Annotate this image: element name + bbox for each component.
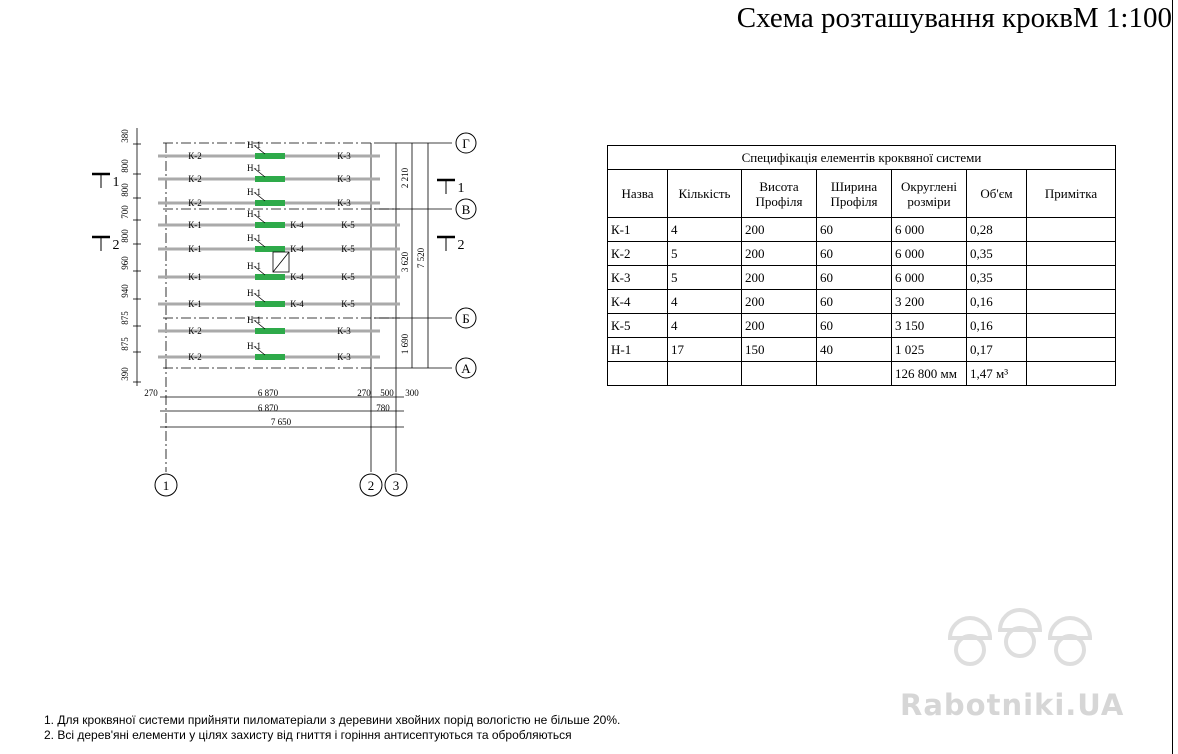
left-dim-value: 700	[120, 205, 130, 219]
left-dim-value: 940	[120, 284, 130, 298]
axis-letter: В	[461, 202, 471, 217]
spec-cell: 4	[668, 314, 742, 338]
ridge-board	[255, 354, 285, 360]
axis-letter: А	[461, 361, 471, 376]
rafter-label-right: К-3	[337, 326, 351, 336]
left-dim-value: 800	[120, 159, 130, 173]
ridge-board	[255, 176, 285, 182]
left-dim-value: 800	[120, 183, 130, 197]
spec-header-cell: Висота Профіля	[742, 170, 817, 218]
rafter-label-mid: К-4	[290, 272, 304, 282]
bottom-dim-value: 300	[405, 388, 419, 398]
spec-cell: 126 800 мм	[892, 362, 967, 386]
spec-header-cell: Ширина Профіля	[817, 170, 892, 218]
left-dim-value: 800	[120, 229, 130, 243]
spec-cell: 200	[742, 314, 817, 338]
spec-cell: 60	[817, 218, 892, 242]
spec-cell: 60	[817, 242, 892, 266]
section-mark-number: 2	[457, 238, 465, 253]
spec-cell: 0,16	[967, 290, 1027, 314]
rafter-label-ridge: Н-1	[247, 261, 261, 271]
rafter-label-mid: К-4	[290, 220, 304, 230]
spec-cell: 3 150	[892, 314, 967, 338]
ridge-board	[255, 328, 285, 334]
ridge-board	[255, 301, 285, 307]
spec-cell: 4	[668, 290, 742, 314]
rafter-label-right: К-3	[337, 174, 351, 184]
bottom-dim-value: 500	[380, 388, 394, 398]
bottom-dim-value: 270	[357, 388, 371, 398]
spec-row	[608, 314, 1116, 338]
spec-row	[608, 266, 1116, 290]
rafter-label-left: К-1	[188, 244, 202, 254]
axis-letter: Б	[462, 311, 470, 326]
section-mark-number: 2	[112, 238, 120, 253]
spec-cell: 0,16	[967, 314, 1027, 338]
rafter-plan	[0, 0, 600, 560]
axis-letter: Г	[462, 136, 470, 151]
spec-cell: 6 000	[892, 218, 967, 242]
left-dim-value: 875	[120, 337, 130, 351]
spec-cell: К-4	[608, 290, 668, 314]
ridge-board	[255, 222, 285, 228]
rafter-label-ridge: Н-1	[247, 341, 261, 351]
spec-cell: 3 200	[892, 290, 967, 314]
rafter-label-left: К-2	[188, 198, 202, 208]
spec-row	[608, 338, 1116, 362]
spec-cell	[1027, 362, 1116, 386]
spec-cell: 200	[742, 290, 817, 314]
spec-cell: 1,47 м³	[967, 362, 1027, 386]
spec-cell: 17	[668, 338, 742, 362]
spec-cell	[1027, 266, 1116, 290]
rafter-label-right: К-5	[341, 299, 355, 309]
watermark-logo	[940, 598, 1100, 678]
spec-cell: 200	[742, 266, 817, 290]
rafter-label-ridge: Н-1	[247, 315, 261, 325]
spec-cell: 1 025	[892, 338, 967, 362]
spec-cell: 60	[817, 314, 892, 338]
rafter-label-mid: К-4	[290, 244, 304, 254]
spec-cell: 4	[668, 218, 742, 242]
rafter-label-ridge: Н-1	[247, 163, 261, 173]
bottom-dim-value: 7 650	[270, 417, 292, 427]
rafter-label-right: К-5	[341, 272, 355, 282]
spec-row	[608, 218, 1116, 242]
rafter-label-right: К-3	[337, 198, 351, 208]
bottom-dim-value: 780	[376, 403, 390, 413]
rafter-label-ridge: Н-1	[247, 187, 261, 197]
spec-header-row	[608, 170, 1116, 218]
rafter-label-right: К-5	[341, 220, 355, 230]
ridge-board	[255, 246, 285, 252]
spec-cell: 60	[817, 266, 892, 290]
spec-cell: 200	[742, 218, 817, 242]
rafter-label-ridge: Н-1	[247, 209, 261, 219]
rafter-label-right: К-5	[341, 244, 355, 254]
rafter-label-left: К-2	[188, 151, 202, 161]
spec-header-cell: Округлені розміри	[892, 170, 967, 218]
spec-cell	[1027, 338, 1116, 362]
spec-cell: 0,17	[967, 338, 1027, 362]
page-title: Схема розташування кроквМ 1:100	[736, 2, 1172, 34]
axis-number: 3	[392, 478, 400, 493]
right-dim-value: 2 210	[400, 167, 410, 189]
right-dim-value: 7 520	[416, 247, 426, 269]
ridge-board	[255, 274, 285, 280]
rafter-label-left: К-2	[188, 326, 202, 336]
rafter-label-ridge: Н-1	[247, 288, 261, 298]
left-dim-value: 390	[120, 367, 130, 381]
spec-cell	[1027, 218, 1116, 242]
spec-cell: К-1	[608, 218, 668, 242]
spec-row	[608, 362, 1116, 386]
spec-cell: 5	[668, 242, 742, 266]
bottom-dim-value: 6 870	[257, 388, 279, 398]
opening-cross	[273, 252, 289, 272]
spec-cell: 0,35	[967, 266, 1027, 290]
rafter-label-right: К-3	[337, 352, 351, 362]
rafter-label-left: К-1	[188, 299, 202, 309]
section-mark-number: 1	[457, 181, 465, 196]
bottom-dim-value: 6 870	[257, 403, 279, 413]
spec-cell: 0,28	[967, 218, 1027, 242]
spec-cell	[608, 362, 668, 386]
spec-cell: 150	[742, 338, 817, 362]
spec-row	[608, 242, 1116, 266]
spec-cell: 60	[817, 290, 892, 314]
spec-cell	[1027, 314, 1116, 338]
left-dim-value: 380	[120, 129, 130, 143]
left-dim-value: 960	[120, 256, 130, 270]
ridge-board	[255, 153, 285, 159]
spec-caption: Специфікація елементів кроквяної системи	[608, 146, 1116, 170]
spec-cell	[1027, 242, 1116, 266]
spec-cell	[668, 362, 742, 386]
rafter-label-right: К-3	[337, 151, 351, 161]
spec-cell: 0,35	[967, 242, 1027, 266]
spec-cell: 6 000	[892, 242, 967, 266]
rafter-label-left: К-2	[188, 352, 202, 362]
spec-cell: Н-1	[608, 338, 668, 362]
spec-cell: 6 000	[892, 266, 967, 290]
rafter-label-ridge: Н-1	[247, 140, 261, 150]
spec-cell: К-5	[608, 314, 668, 338]
spec-header-cell: Назва	[608, 170, 668, 218]
rafter-label-left: К-2	[188, 174, 202, 184]
spec-cell	[1027, 290, 1116, 314]
left-dim-value: 875	[120, 311, 130, 325]
rafter-label-ridge: Н-1	[247, 233, 261, 243]
spec-cell: 40	[817, 338, 892, 362]
section-mark-number: 1	[112, 175, 120, 190]
axis-number: 2	[367, 478, 375, 493]
spec-row	[608, 290, 1116, 314]
ridge-board	[255, 200, 285, 206]
spec-cell: К-2	[608, 242, 668, 266]
spec-header-cell: Об'єм	[967, 170, 1027, 218]
frame-line	[1172, 0, 1173, 754]
right-dim-value: 1 690	[400, 333, 410, 355]
right-dim-value: 3 620	[400, 251, 410, 273]
watermark-text: Rabotniki.UA	[900, 688, 1125, 722]
spec-header-cell: Примітка	[1027, 170, 1116, 218]
note-2: 2. Всі дерев'яні елементи у цілях захисту від гниття і горіння антисептуються та обробляються	[44, 728, 572, 742]
spec-cell	[817, 362, 892, 386]
spec-cell: 5	[668, 266, 742, 290]
spec-cell: К-3	[608, 266, 668, 290]
spec-header-cell: Кількість	[668, 170, 742, 218]
spec-cell: 200	[742, 242, 817, 266]
spec-cell	[742, 362, 817, 386]
axis-number: 1	[162, 478, 170, 493]
note-1: 1. Для кроквяної системи прийняти пиломатеріали з деревини хвойних порід вологістю не більше 20%.	[44, 713, 621, 727]
spec-table	[607, 145, 1116, 386]
notes	[44, 713, 620, 743]
rafter-label-left: К-1	[188, 272, 202, 282]
bottom-dim-value: 270	[144, 388, 158, 398]
rafter-label-left: К-1	[188, 220, 202, 230]
rafter-label-mid: К-4	[290, 299, 304, 309]
